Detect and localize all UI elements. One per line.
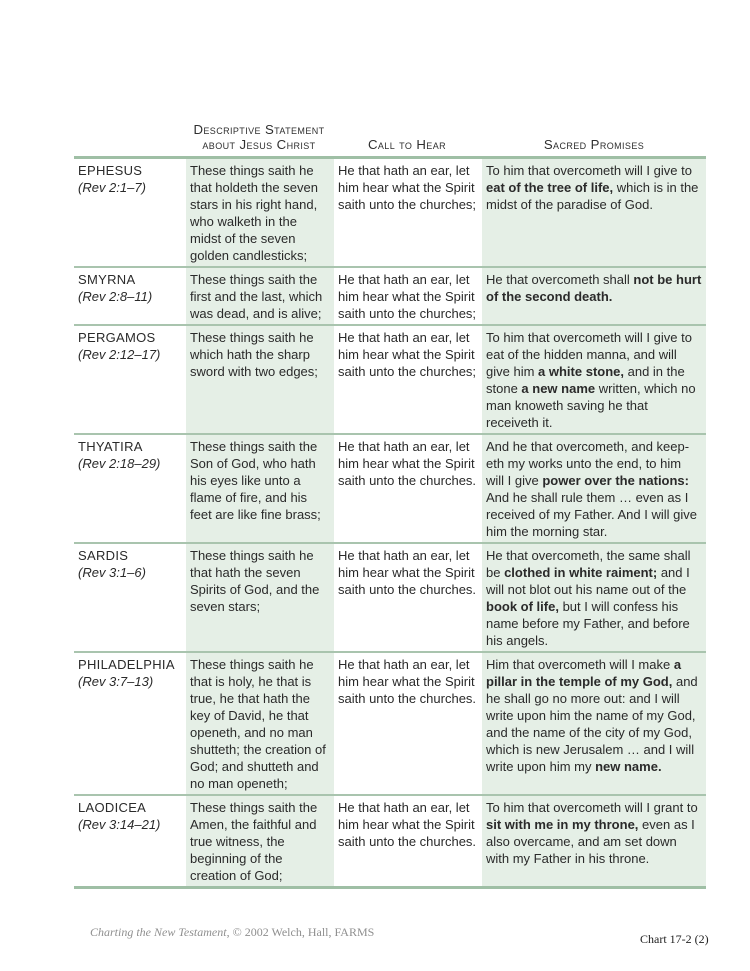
footer-copyright: , © 2002 Welch, Hall, FARMS (226, 925, 375, 939)
footer-citation (90, 925, 374, 940)
call-to-hear: He that hath an ear, let him hear what the Spirit saith unto the churches; (334, 158, 482, 268)
church-cell (74, 652, 186, 795)
promise-text: And he shall rule them … even as I received of my Father. And I will give him the morning star. (486, 490, 697, 539)
descriptive-statement: These things saith he which hath the sharp sword with two edges; (186, 325, 334, 434)
church-name: PERGAMOS (78, 330, 156, 345)
promise-text: To him that overcometh will I give to eat of the hidden manna, and will give him (486, 330, 692, 379)
descriptive-statement: These things saith he that is holy, he that is true, he that hath the key of David, he that openeth, and no man shutteth; the creation of God; and shutteth and no man openeth; (186, 652, 334, 795)
promise-text: which is in the midst of the paradise of God. (486, 180, 699, 212)
church-cell (74, 267, 186, 325)
scripture-reference: (Rev 2:1–7) (78, 180, 146, 195)
church-cell (74, 325, 186, 434)
church-cell (74, 795, 186, 888)
scripture-reference: (Rev 3:7–13) (78, 674, 154, 689)
promise-highlight: eat of the tree of life, (486, 180, 614, 195)
scripture-reference: (Rev 3:1–6) (78, 565, 146, 580)
church-name: SMYRNA (78, 272, 136, 287)
promise-highlight: a new name (521, 381, 596, 396)
header-call-to-hear: Call to Hear (367, 137, 447, 152)
call-to-hear: He that hath an ear, let him hear what the Spirit saith unto the churches; (334, 325, 482, 434)
header-sacred-promises: Sacred Promises (543, 137, 645, 152)
promise-highlight: not be hurt of the second death. (486, 272, 702, 304)
promise-text: and I will not blot out his name out of the (486, 565, 690, 597)
promise-text: Him that overcometh will I make (486, 657, 674, 672)
footer-chart-number: Chart 17-2 (2) (640, 932, 709, 946)
descriptive-statement: These things saith the Amen, the faithful and true witness, the beginning of the creation of God; (186, 795, 334, 888)
church-row-smyrna (74, 267, 706, 325)
promise-text: And he that overcometh, and keep-eth my works unto the end, to him will I give (486, 439, 690, 488)
footer-book-title: Charting the New Testament (90, 925, 227, 939)
church-cell (74, 158, 186, 268)
church-row-sardis (74, 543, 706, 652)
promise-text: To him that overcometh will I give to (486, 163, 692, 178)
church-row-thyatira (74, 434, 706, 543)
sacred-promise (482, 652, 706, 795)
sacred-promise (482, 434, 706, 543)
scripture-reference: (Rev 2:8–11) (78, 289, 153, 304)
call-to-hear: He that hath an ear, let him hear what the Spirit saith unto the churches. (334, 543, 482, 652)
church-name: THYATIRA (78, 439, 143, 454)
promise-text: even as I also overcame, and am set down with my Father in his throne. (486, 817, 695, 866)
descriptive-statement: These things saith the first and the last, which was dead, and is alive; (186, 267, 334, 325)
church-name: PHILADELPHIA (78, 657, 175, 672)
call-to-hear: He that hath an ear, let him hear what the Spirit saith unto the churches. (334, 434, 482, 543)
promise-highlight: new name. (595, 759, 662, 774)
promise-text: and in the stone (486, 364, 685, 396)
church-cell (74, 543, 186, 652)
seven-churches-table (74, 156, 706, 889)
promise-text: He that overcometh, the same shall be (486, 548, 691, 580)
promise-text: He that overcometh shall (486, 272, 634, 287)
church-row-laodicea (74, 795, 706, 888)
call-to-hear: He that hath an ear, let him hear what the Spirit saith unto the churches; (334, 267, 482, 325)
scripture-reference: (Rev 2:18–29) (78, 456, 161, 471)
promise-text: and he shall go no more out: and I will write upon him the name of my God, and the name of the city of my God, which is new Jerusalem … and I will write upon him my (486, 674, 698, 774)
descriptive-statement: These things saith he that holdeth the seven stars in his right hand, who walketh in the midst of the seven golden candlesticks; (186, 158, 334, 268)
church-name: EPHESUS (78, 163, 143, 178)
scripture-reference: (Rev 3:14–21) (78, 817, 161, 832)
promise-highlight: power over the nations: (542, 473, 689, 488)
promise-highlight: a white stone, (538, 364, 624, 379)
promise-highlight: sit with me in my throne, (486, 817, 639, 832)
descriptive-statement: These things saith he that hath the seven Spirits of God, and the seven stars; (186, 543, 334, 652)
descriptive-statement: These things saith the Son of God, who hath his eyes like unto a flame of fire, and his feet are like fine brass; (186, 434, 334, 543)
promise-highlight: a pillar in the temple of my God, (486, 657, 682, 689)
promise-text: but I will confess his name before my Father, and before his angels. (486, 599, 690, 648)
sacred-promise (482, 158, 706, 268)
promise-text: written, which no man knoweth saving he that receiveth it. (486, 381, 696, 430)
church-cell (74, 434, 186, 543)
church-row-pergamos (74, 325, 706, 434)
scripture-reference: (Rev 2:12–17) (78, 347, 161, 362)
column-headers (74, 104, 706, 156)
church-name: SARDIS (78, 548, 129, 563)
church-name: LAODICEA (78, 800, 147, 815)
header-descriptive-statement: Descriptive Statement about Jesus Christ (193, 122, 325, 152)
church-row-ephesus (74, 158, 706, 268)
sacred-promise (482, 325, 706, 434)
sacred-promise (482, 543, 706, 652)
call-to-hear: He that hath an ear, let him hear what the Spirit saith unto the churches. (334, 795, 482, 888)
promise-text: To him that overcometh will I grant to (486, 800, 698, 815)
promise-highlight: clothed in white raiment; (504, 565, 658, 580)
call-to-hear: He that hath an ear, let him hear what the Spirit saith unto the churches. (334, 652, 482, 795)
sacred-promise (482, 267, 706, 325)
sacred-promise (482, 795, 706, 888)
promise-highlight: book of life, (486, 599, 559, 614)
church-row-philadelphia (74, 652, 706, 795)
